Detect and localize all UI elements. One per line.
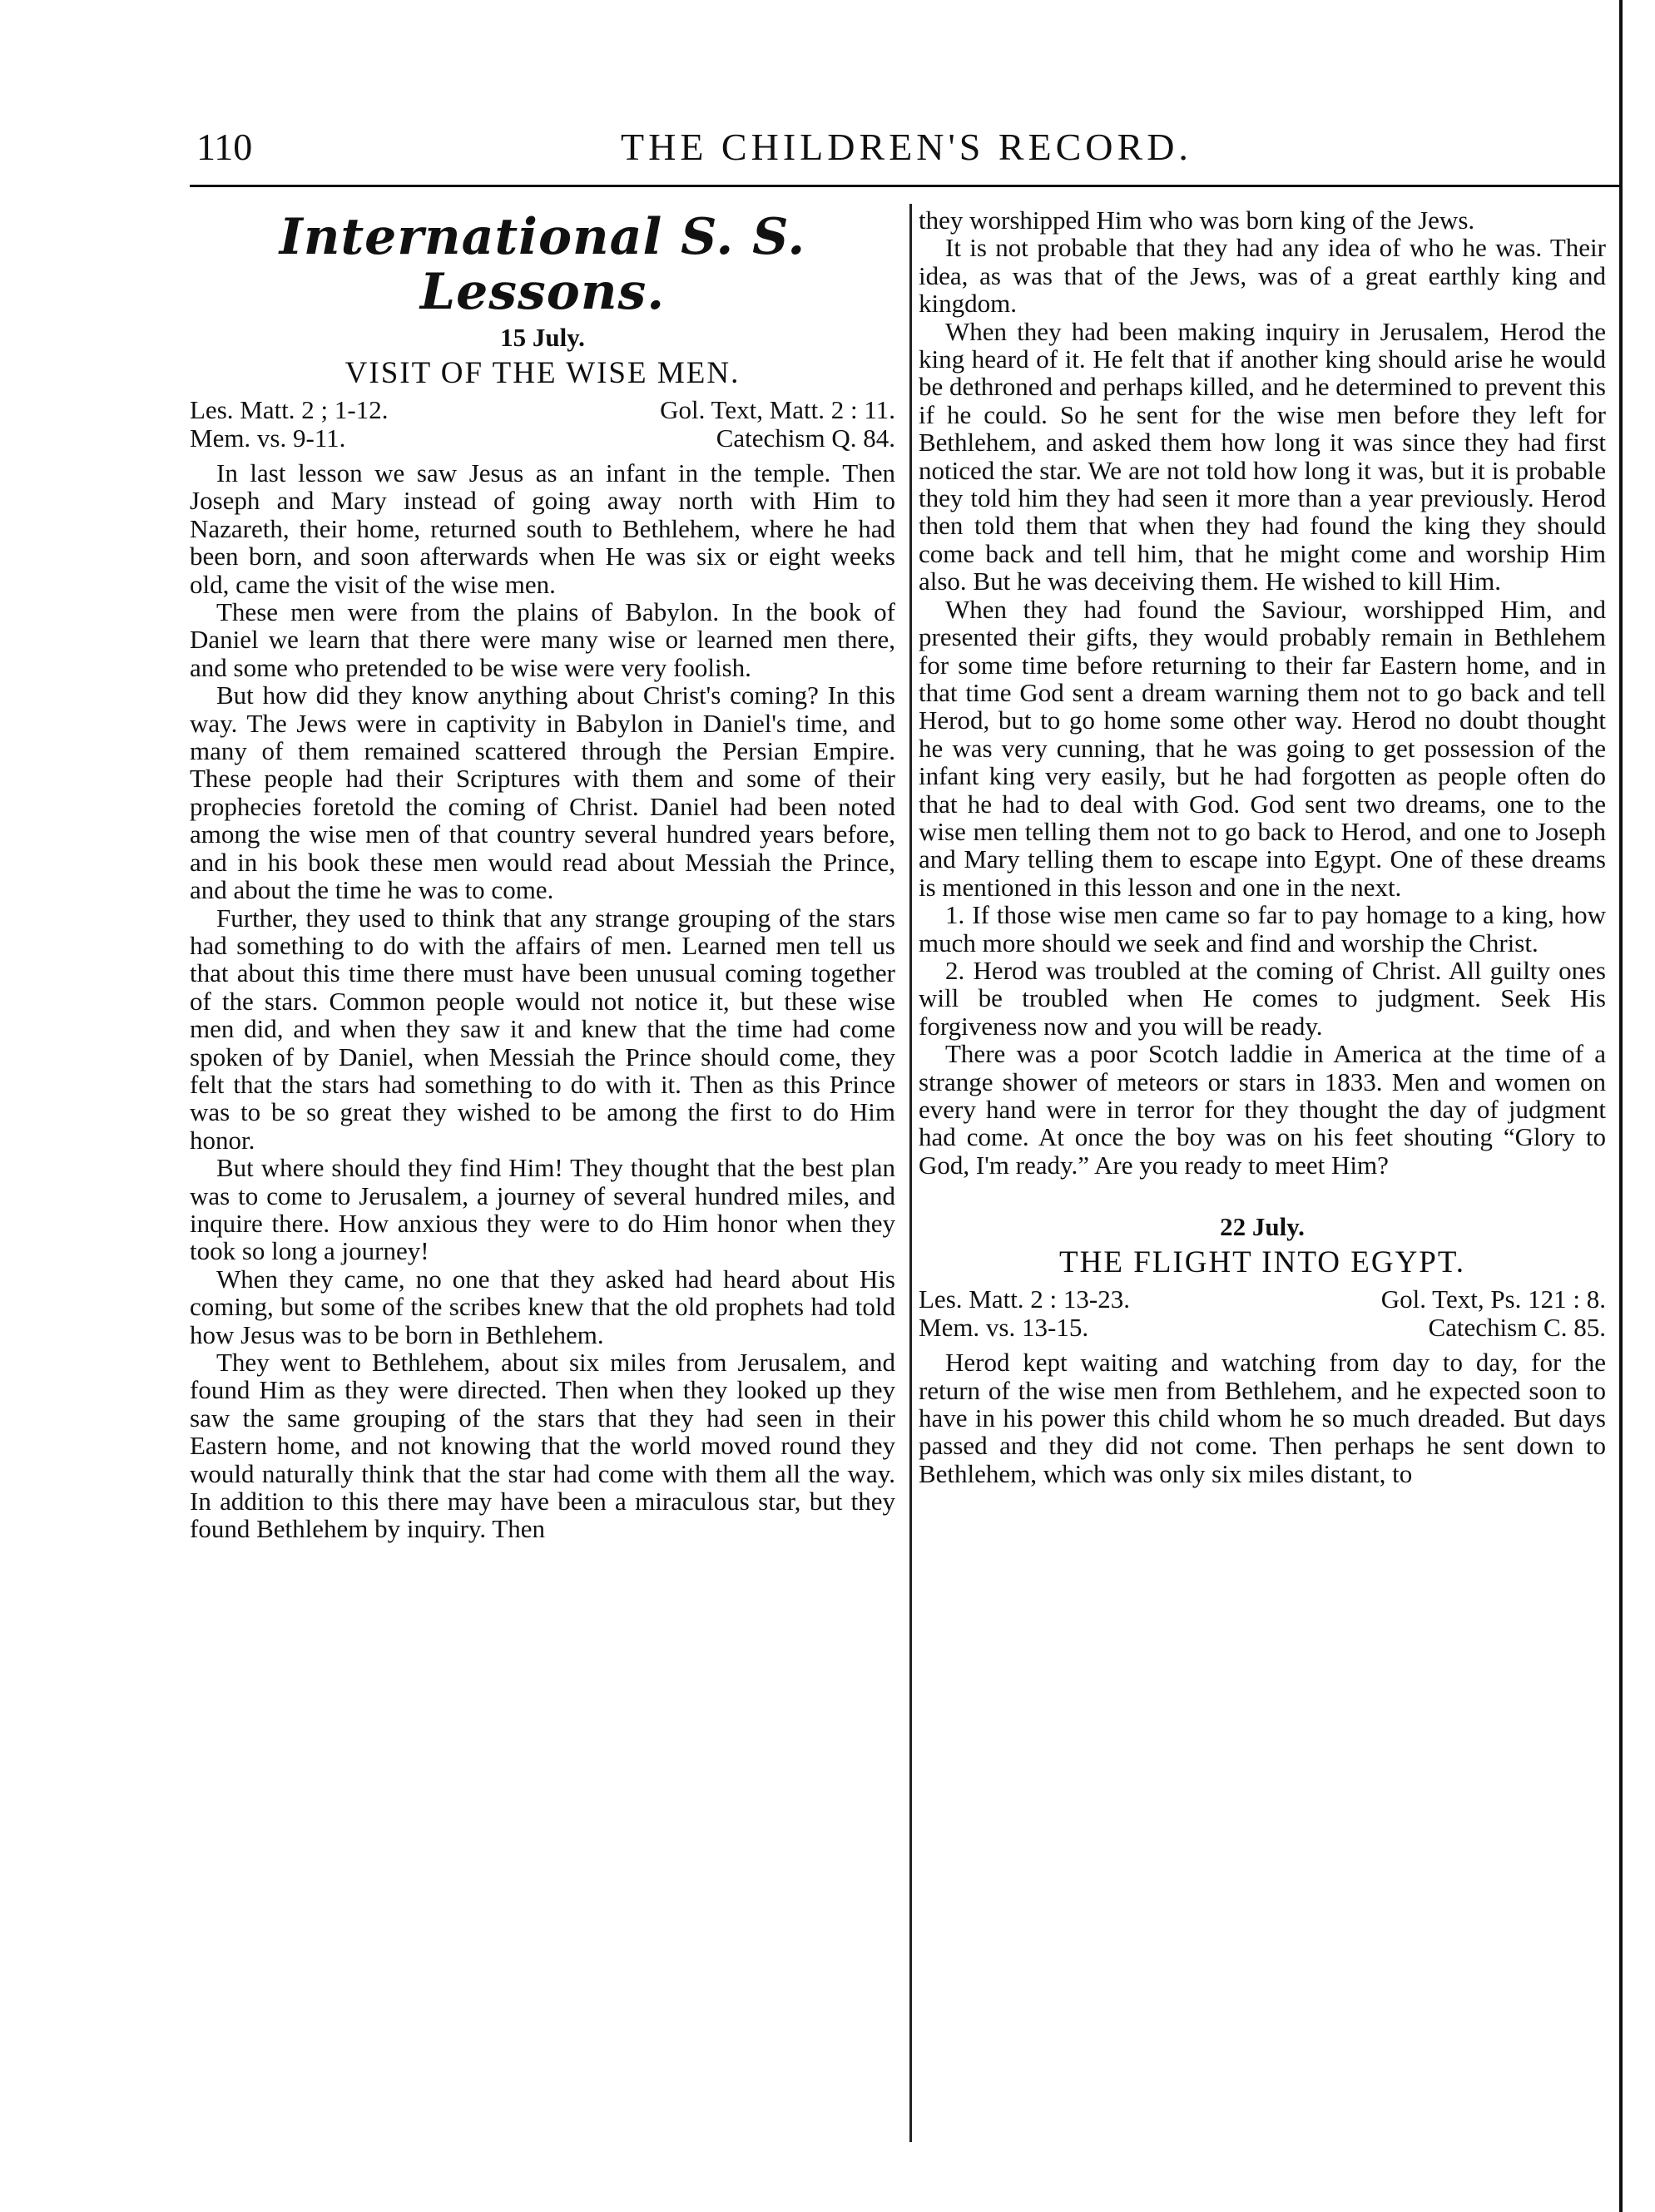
lesson-references: [190, 396, 895, 453]
paragraph: But where should they find Him! They thought that the best plan was to come to Jerusalem, a journey of several hundred miles, and inquire there. How anxious they were to do Him honor when they took so long a journey!: [190, 1153, 895, 1266]
memory-verses: Mem. vs. 9-11.: [190, 423, 346, 453]
lesson-ref: Les. Matt. 2 ; 1-12.: [190, 395, 389, 424]
paragraph: These men were from the plains of Babylon. In the book of Daniel we learn that there were many wise or learned men there, and some who pretended to be wise were very foolish.: [190, 597, 895, 682]
lesson-date: 22 July.: [1220, 1212, 1305, 1242]
paragraph: They went to Bethlehem, about six miles from Jerusalem, and found Him as they were directed. Then when they looked up they saw the same grouping of the stars that they had seen in their Eastern home, and not knowing that the world moved round they would naturally think that the star had come with them all the way. In addition to this there may have been a miraculous star, but they found Bethlehem by inquiry. Then: [190, 1348, 895, 1544]
paragraph: 1. If those wise men came so far to pay homage to a king, how much more should we seek and find and worship the Christ.: [919, 900, 1606, 958]
paragraph: When they had found the Saviour, worshipped Him, and presented their gifts, they would probably remain in Bethlehem for some time before returning to their far Eastern home, and in that time God sent a dream warning them not to go back and tell Herod, but to go home some other way. Herod no doubt thought he was very cunning, that he was going to get possession of the infant king very easily, but he had forgotten as people often do that he had to deal with God. God sent two dreams, one to the wise men telling them not to go back to Herod, and one to Joseph and Mary telling them to escape into Egypt. One of these dreams is mentioned in this lesson and one in the next.: [919, 594, 1606, 902]
paragraph: There was a poor Scotch laddie in America at the time of a strange shower of meteors or stars in 1833. Men and women on every hand were in terror for they thought the day of judgment had come. At once the boy was on his feet shouting “Glory to God, I'm ready.” Are you ready to meet Him?: [919, 1039, 1606, 1180]
left-column: [190, 206, 895, 1543]
paragraph: But how did they know anything about Christ's coming? In this way. The Jews were in captivity in Babylon in Daniel's time, and many of them remained scattered through the Persian Empire. These people had their Scriptures with them and some of their prophecies foretold the coming of Christ. Daniel had been noted among the wise men of that country several hundred years before, and in his book these men would read about Messiah the Prince, and about the time he was to come.: [190, 680, 895, 905]
golden-text: Gol. Text, Matt. 2 : 11.: [660, 395, 895, 424]
memory-verses: Mem. vs. 13-15.: [919, 1313, 1089, 1343]
page-number: 110: [196, 126, 253, 168]
lesson-date: 15 July.: [500, 323, 585, 352]
lesson-ref: Les. Matt. 2 : 13-23.: [919, 1284, 1130, 1314]
running-title: THE CHILDREN'S RECORD.: [621, 126, 1192, 168]
paragraph: In last lesson we saw Jesus as an infant in the temple. Then Joseph and Mary instead of going away north with Him to Nazareth, their home, returned south to Bethlehem, where he had been born, and soon afterwards when He was six or eight weeks old, came the visit of the wise men.: [190, 458, 895, 599]
catechism: Catechism Q. 84.: [716, 423, 895, 453]
lesson-title: VISIT OF THE WISE MEN.: [344, 356, 741, 390]
lesson-references: [919, 1285, 1606, 1342]
paragraph: When they had been making inquiry in Jerusalem, Herod the king heard of it. He felt that if another king should arise he would be dethroned and perhaps killed, and he determined to prevent this if he could. So he sent for the wise men before they left for Bethlehem, and asked them how long it was since they had first noticed the star. We are not told how long it was, but it is probable they told him they had seen it more than a year previously. Herod then told them that when they had found the king they should come back and tell him, that he might come and worship Him also. But he was deceiving them. He wished to kill Him.: [919, 316, 1606, 596]
golden-text: Gol. Text, Ps. 121 : 8.: [1380, 1284, 1606, 1314]
paragraph: 2. Herod was troubled at the coming of Christ. All guilty ones will be troubled when He comes to judgment. Seek His forgiveness now and you will be ready.: [919, 955, 1606, 1041]
paragraph: Further, they used to think that any strange grouping of the stars had something to do with the affairs of men. Learned men tell us that about this time there must have been unusual coming together of the stars. Common people would not notice it, but these wise men did, and when they saw it and knew that the time had come spoken of by Daniel, when Messiah the Prince should come, they felt that the stars had something to do with it. Then as this Prince was to be so great they wished to be among the first to do Him honor.: [190, 903, 895, 1155]
paragraph: Herod kept waiting and watching from day to day, for the return of the wise men from Bethlehem, and he expected soon to have in his power this child whom he so much dreaded. But days passed and they did not come. Then perhaps he sent down to Bethlehem, which was only six miles distant, to: [919, 1348, 1606, 1488]
catechism: Catechism C. 85.: [1428, 1313, 1606, 1343]
page-header: [196, 125, 1603, 175]
paragraph: When they came, no one that they asked had heard about His coming, but some of the scribes knew that the old prophets had told how Jesus was to be born in Bethlehem.: [190, 1264, 895, 1349]
paragraph: It is not probable that they had any idea of who he was. Their idea, as was that of the Jews, was of a great earthly king and kingdom.: [919, 233, 1606, 319]
right-column: [919, 206, 1606, 1487]
page-edge-rule: [1619, 0, 1623, 2212]
paragraph: they worshipped Him who was born king of the Jews.: [919, 205, 1475, 235]
column-divider: [909, 204, 912, 2142]
lesson-title: THE FLIGHT INTO EGYPT.: [1059, 1245, 1465, 1280]
header-rule: [190, 185, 1621, 187]
section-heading: International S. S. Lessons.: [279, 208, 806, 321]
